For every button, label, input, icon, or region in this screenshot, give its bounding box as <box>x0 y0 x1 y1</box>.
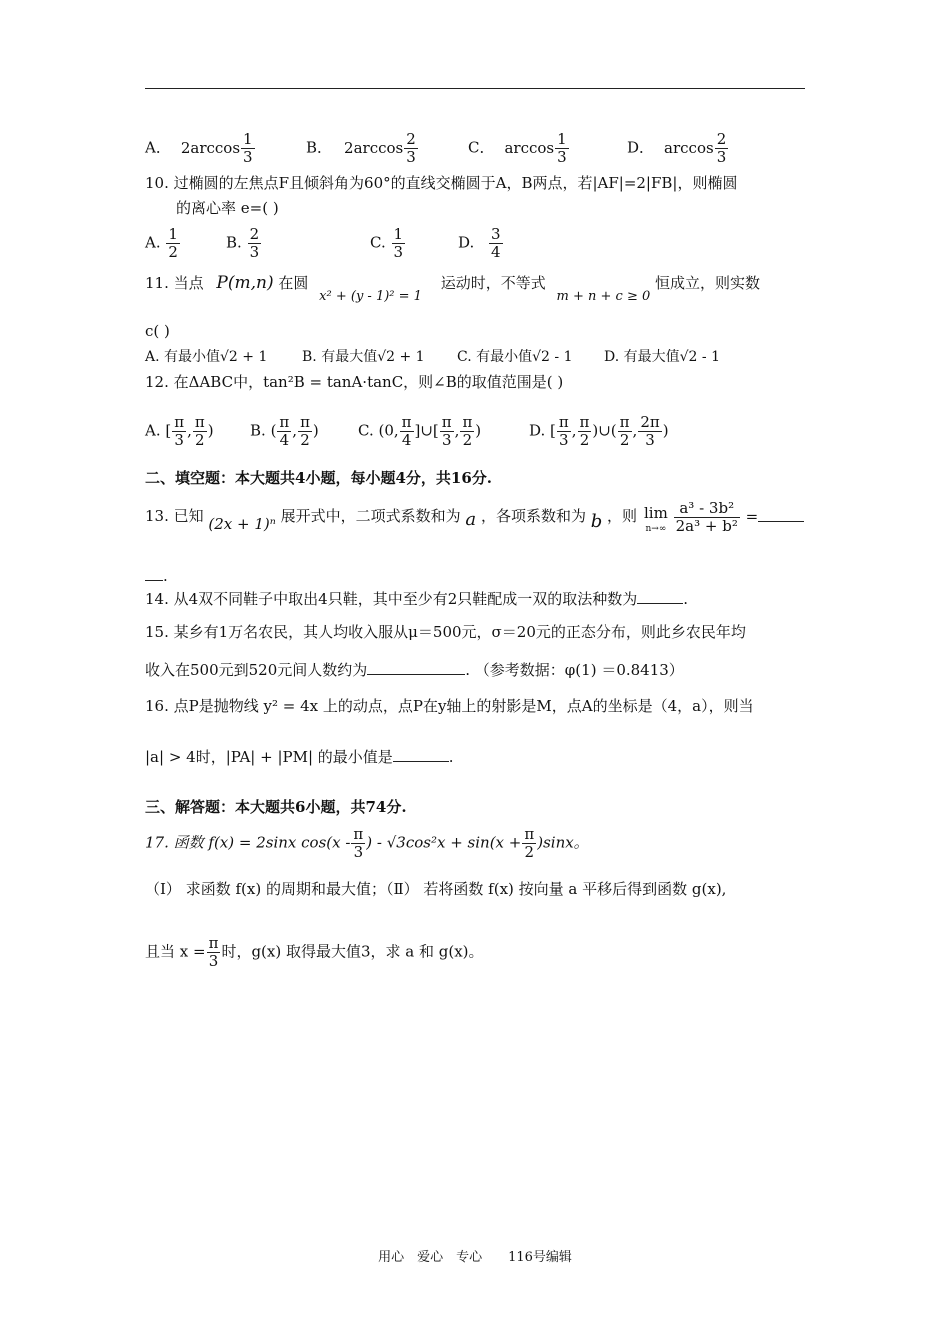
q11-stem: 11. 当点 P(m,n) 在圆 x² + (y - 1)² = 1 运动时，不等式 m + n + c ≥ 0 恒成立，则实数 <box>145 273 761 304</box>
q11-option-b: B. 有最大值√2 + 1 <box>302 349 425 365</box>
q10-option-b: B. $\frac{2}{3}$ <box>226 225 260 261</box>
q12-option-b: B. ( $\frac{\pi}{4}$ , $\frac{\pi}{2}$ ) <box>250 413 319 449</box>
q12-option-d: D. [ $\frac{\pi}{3}$ , $\frac{\pi}{2}$ )∪( $\frac{\pi}{2}$ , $\frac{2\pi}{3}$ ) <box>529 413 669 449</box>
q16-stem-2: |a| > 4时，|PA| + |PM| 的最小值是 . <box>145 748 454 766</box>
q13-stem: 13. 已知 (2x + 1)ⁿ 展开式中，二项式系数和为 a ，各项系数和为 b ，则 <box>145 507 638 533</box>
q13-answer-blank <box>758 521 804 522</box>
q17-condition: 且当 x = $\frac{\pi}{3}$ 时，g(x) 取得最大值3，求 a 和 g(x)。 <box>145 934 484 970</box>
q13-tail: . <box>145 565 168 587</box>
q10-option-a: A. $\frac{1}{2}$ <box>145 225 178 261</box>
q9-option-a: A． 2arccos $\frac{1}{3}$ <box>145 130 253 166</box>
q12-option-c: C. (0, $\frac{\pi}{4}$ ]∪[ $\frac{\pi}{3}$ , $\frac{\pi}{2}$ ) <box>358 413 482 449</box>
q9-option-d: D． arccos $\frac{2}{3}$ <box>627 130 727 166</box>
q10-stem: 10. 过椭圆的左焦点F且倾斜角为60°的直线交椭圆于A，B两点，若|AF|=2|FB|，则椭圆 <box>145 174 738 192</box>
q9-option-c: C． arccos $\frac{1}{3}$ <box>468 130 567 166</box>
section-3-heading: 三、解答题：本大题共6小题，共74分. <box>145 798 407 816</box>
q16-stem: 16. 点P是抛物线 y² = 4x 上的动点，点P在y轴上的射影是M，点A的坐标是（4，a），则当 <box>145 697 754 715</box>
q10-option-c: C. $\frac{1}{3}$ <box>370 225 404 261</box>
q15-answer-blank <box>367 674 465 675</box>
q13-answer-blank-cont <box>145 580 163 581</box>
q14-answer-blank <box>637 603 683 604</box>
q12-option-a: A. [ $\frac{\pi}{3}$ , $\frac{\pi}{2}$ ) <box>145 413 214 449</box>
q17-parts: （Ⅰ） 求函数 f(x) 的周期和最大值；（Ⅱ） 若将函数 f(x) 按向量 a 平移后得到函数 g(x), <box>145 880 727 898</box>
q9-option-b: B． 2arccos $\frac{2}{3}$ <box>306 130 416 166</box>
q12-stem: 12. 在ΔABC中，tan²B = tanA·tanC，则∠B的取值范围是( ) <box>145 373 564 391</box>
q11-option-d: D. 有最大值√2 - 1 <box>604 349 720 365</box>
q14-stem: 14. 从4双不同鞋子中取出4只鞋，其中至少有2只鞋配成一双的取法种数为 . <box>145 590 689 608</box>
q10-option-d: D. $\frac{3}{4}$ <box>458 225 501 261</box>
q11-option-a: A. 有最小值√2 + 1 <box>145 349 268 365</box>
q10-stem-2: 的离心率 e=( ) <box>176 199 279 217</box>
q17-stem: 17. 函数 f(x) = 2sinx cos(x - $\frac{\pi}{3}$ ) - √3cos²x + sin(x + $\frac{\pi}{2}$ )sinx。 <box>145 825 589 861</box>
q15-stem-2: 收入在500元到520元间人数约为 . （参考数据：φ(1) ＝0.8413） <box>145 661 684 679</box>
page-footer: 用心 爱心 专心 116号编辑 <box>378 1250 572 1265</box>
q16-answer-blank <box>393 761 449 762</box>
section-2-heading: 二、填空题：本大题共4小题，每小题4分，共16分. <box>145 469 492 487</box>
q11-stem-2: c( ) <box>145 322 170 340</box>
header-rule <box>145 88 805 89</box>
q11-option-c: C. 有最小值√2 - 1 <box>457 349 573 365</box>
q13-limit-expression: lim n→∞ $\frac{\text{a³ - 3b²}}{\text{2a³ + b²}}$ = <box>644 500 804 535</box>
q15-stem: 15. 某乡有1万名农民，其人均收入服从μ＝500元，σ＝20元的正态分布，则此乡农民年均 <box>145 623 746 641</box>
